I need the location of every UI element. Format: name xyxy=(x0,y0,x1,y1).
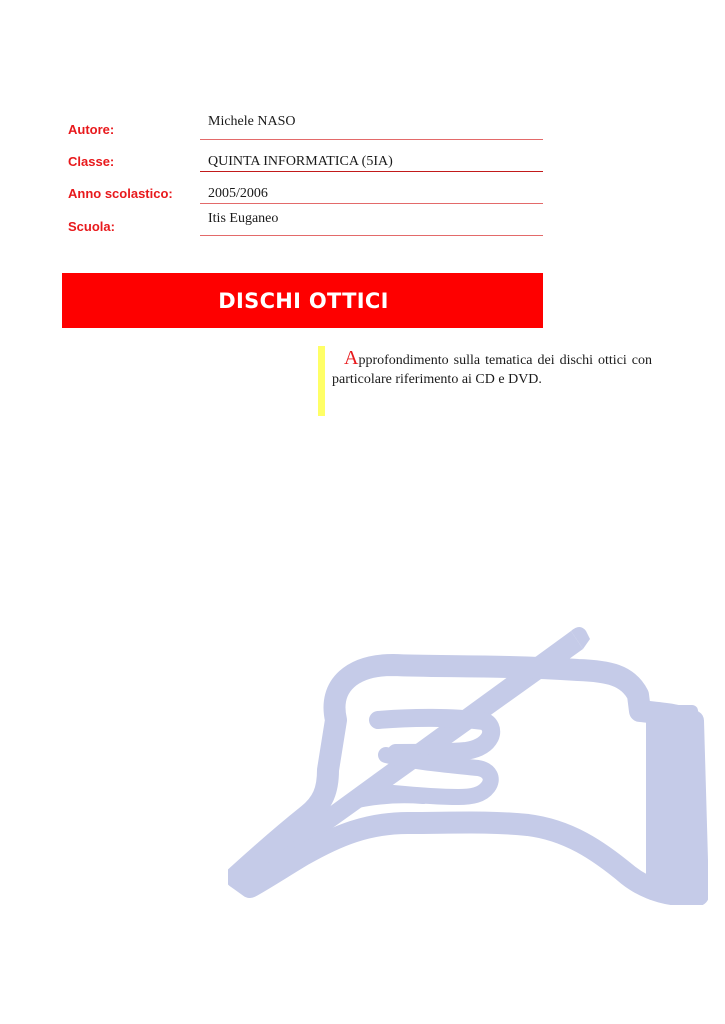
year-label: Anno scolastico: xyxy=(68,186,173,201)
author-label: Autore: xyxy=(68,122,115,137)
hand-writing-pen-icon xyxy=(228,625,708,905)
school-label: Scuola: xyxy=(68,219,115,234)
abstract-highlight-bar xyxy=(318,346,325,416)
school-value: Itis Euganeo xyxy=(208,211,279,226)
class-rule xyxy=(200,171,543,172)
title-banner xyxy=(62,273,543,328)
class-label: Classe: xyxy=(68,154,115,169)
abstract-initial-letter: A xyxy=(344,347,359,369)
class-value: QUINTA INFORMATICA (5IA) xyxy=(208,154,393,169)
year-rule xyxy=(200,203,543,204)
school-rule xyxy=(200,235,543,236)
year-value: 2005/2006 xyxy=(208,186,268,201)
author-rule xyxy=(200,139,543,140)
abstract-text: pprofondimento sulla tematica dei dischi ottici con particolare riferimento ai CD e DVD. xyxy=(332,353,652,387)
author-value: Michele NASO xyxy=(208,114,296,129)
abstract-paragraph xyxy=(332,349,652,389)
document-title: DISCHI OTTICI xyxy=(218,288,389,313)
